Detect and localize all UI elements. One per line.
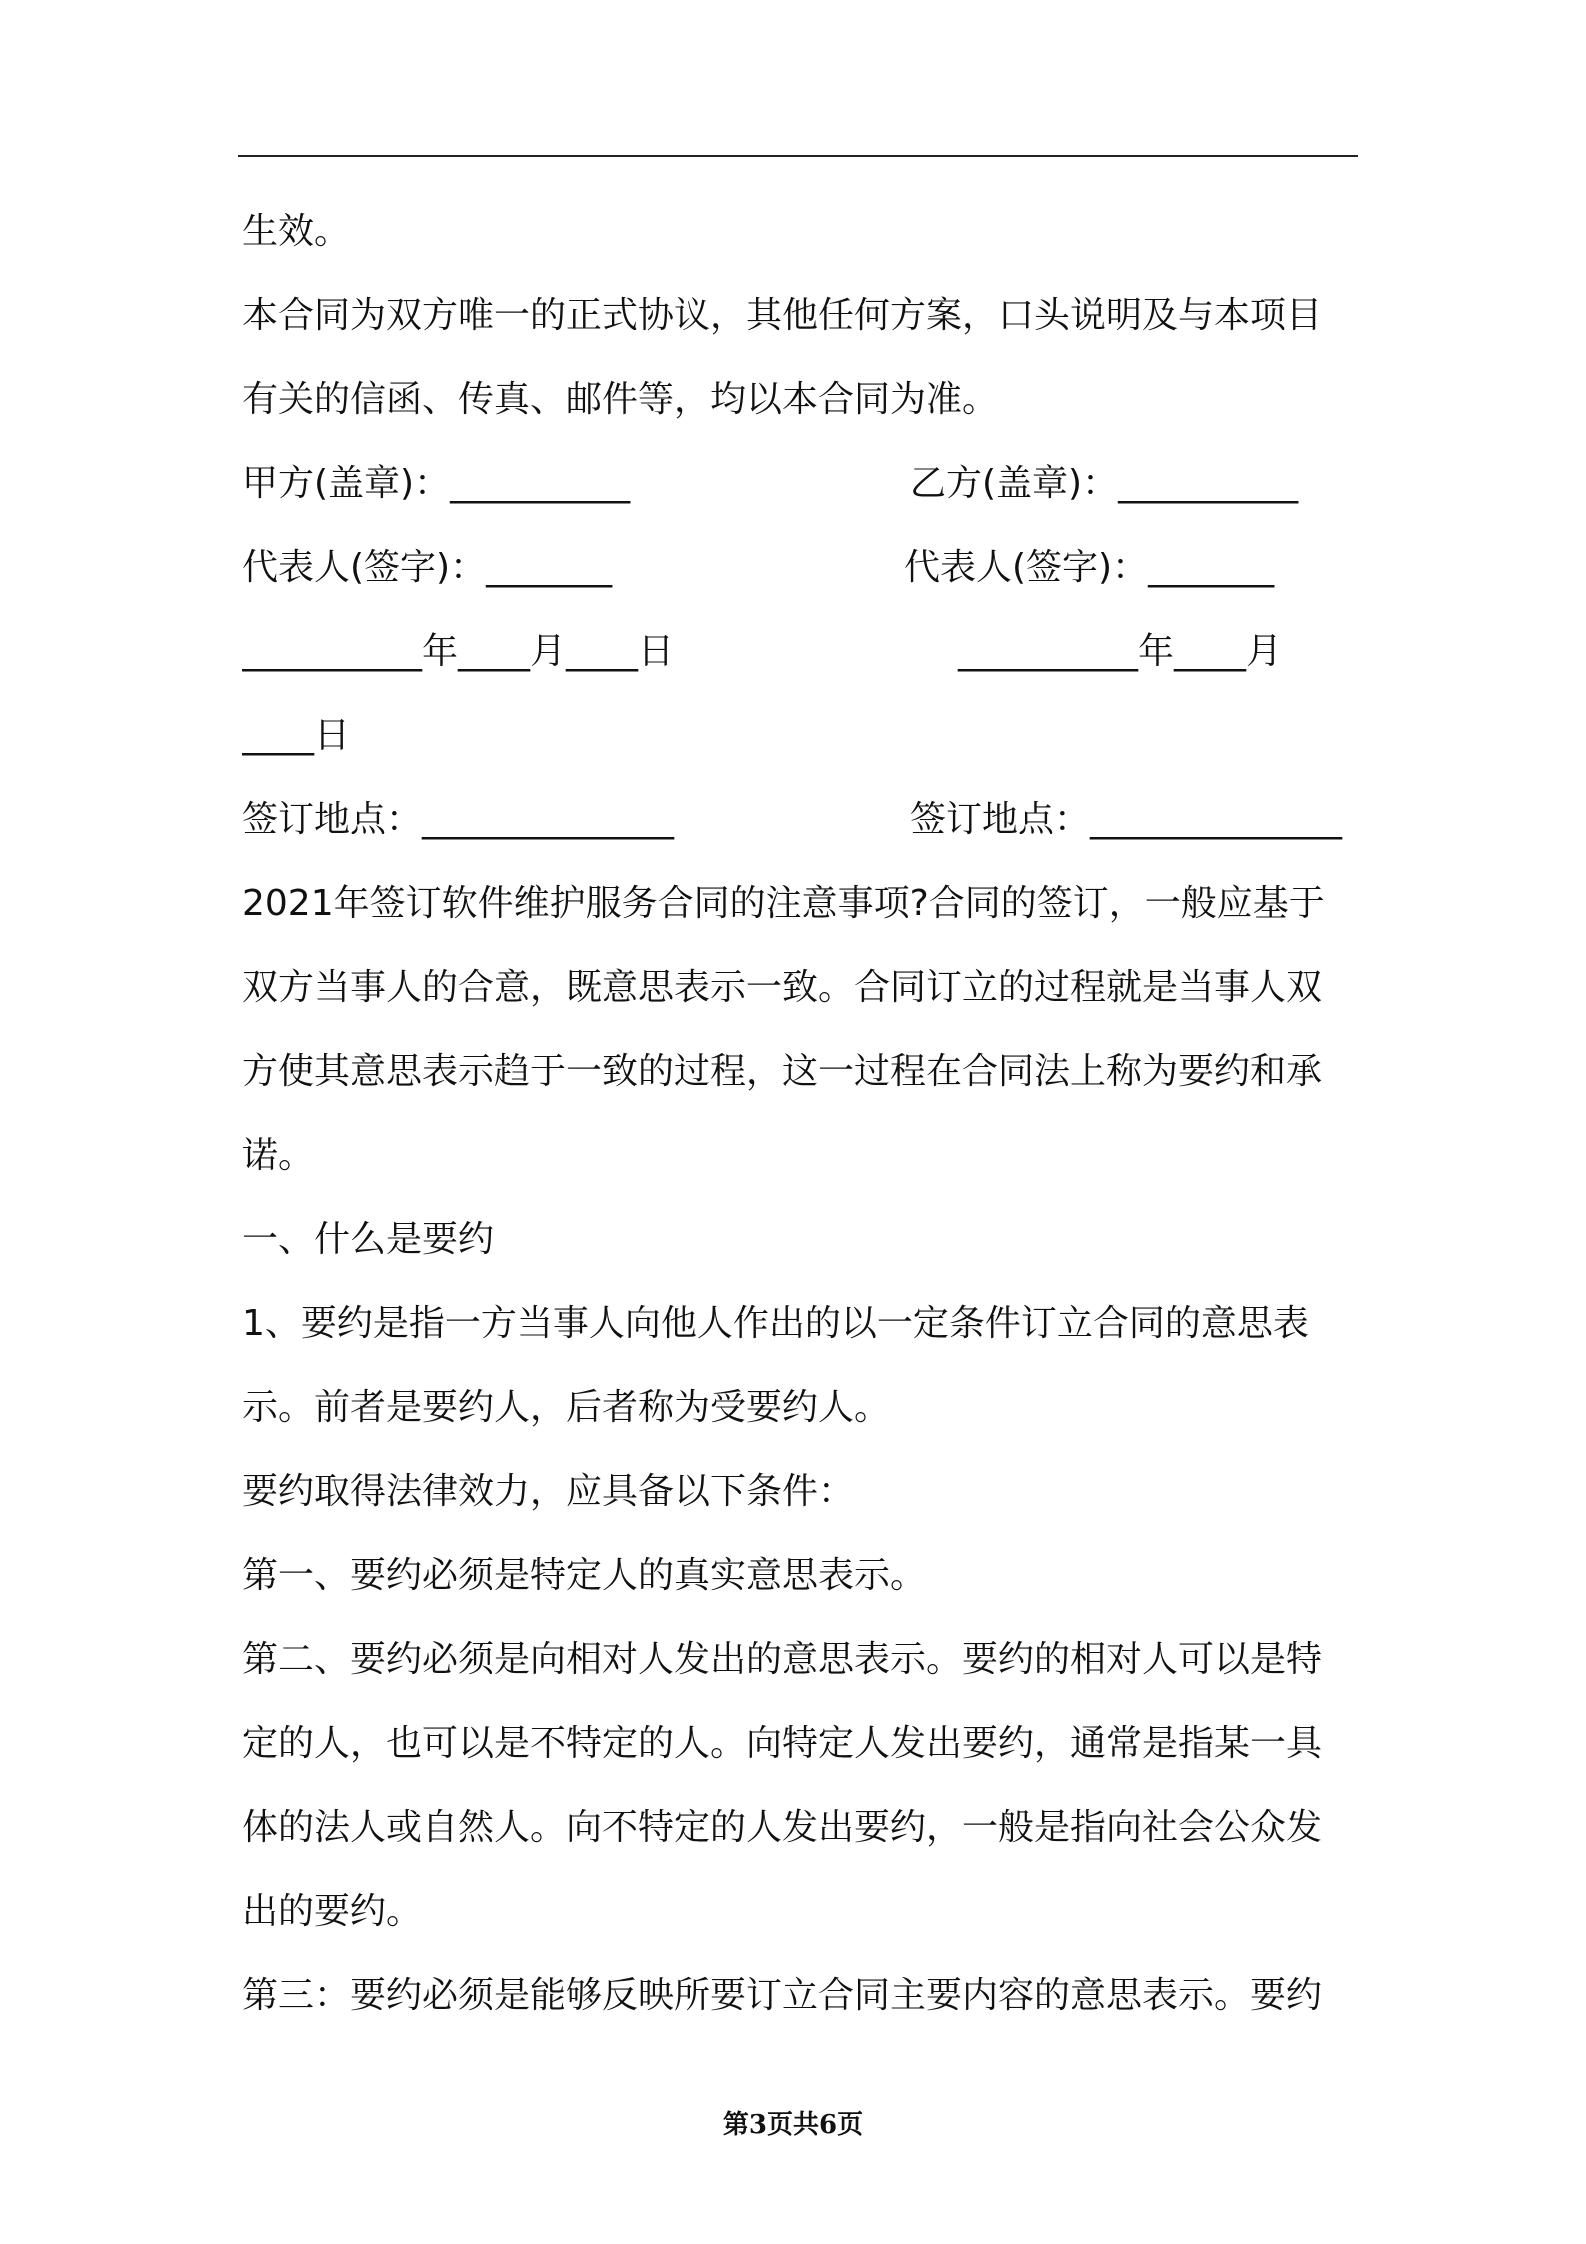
party-b-date-day: ____日 [242,715,351,756]
text-line: 第三：要约必须是能够反映所要订立合同主要内容的意思表示。要约 [242,1975,1323,2016]
text-line: 双方当事人的合意，既意思表示一致。合同订立的过程就是当事人双 [242,967,1323,1008]
section-heading: 一、什么是要约 [242,1219,495,1260]
party-b-representative: 代表人(签字)：_______ [904,547,1275,588]
text-line: 定的人，也可以是不特定的人。向特定人发出要约，通常是指某一具 [242,1723,1323,1764]
party-a-place: 签订地点：______________ [242,799,675,840]
party-a-representative: 代表人(签字)：_______ [242,547,613,588]
signature-row-place [242,778,1358,862]
text-line: 第二、要约必须是向相对人发出的意思表示。要约的相对人可以是特 [242,1639,1323,1680]
text-line: 出的要约。 [242,1891,423,1932]
text-line: 诺。 [242,1135,315,1176]
text-line: 示。前者是要约人，后者称为受要约人。 [242,1387,891,1428]
text-line: 体的法人或自然人。向不特定的人发出要约，一般是指向社会公众发 [242,1807,1323,1848]
text-line: 第一、要约必须是特定人的真实意思表示。 [242,1555,927,1596]
party-b-place: 签订地点：______________ [910,799,1343,840]
text-line: 方使其意思表示趋于一致的过程，这一过程在合同法上称为要约和承 [242,1051,1323,1092]
party-a-seal: 甲方(盖章)：__________ [242,463,631,504]
party-b-date: __________年____月 [958,631,1282,672]
text-line: 生效。 [242,211,351,252]
signature-row-seal [242,442,1358,526]
text-line: 2021年签订软件维护服务合同的注意事项?合同的签订，一般应基于 [242,883,1325,924]
text-line: 本合同为双方唯一的正式协议，其他任何方案，口头说明及与本项目 [242,295,1323,336]
signature-row-rep [242,526,1358,610]
party-a-date: __________年____月____日 [242,631,674,672]
document-body [242,190,1358,2038]
text-line: 1、要约是指一方当事人向他人作出的以一定条件订立合同的意思表 [242,1303,1309,1344]
signature-row-date [242,610,1358,694]
text-line: 要约取得法律效力，应具备以下条件： [242,1471,855,1512]
party-b-seal: 乙方(盖章)：__________ [910,463,1299,504]
header-rule [238,155,1358,157]
text-line: 有关的信函、传真、邮件等，均以本合同为准。 [242,379,999,420]
page-number: 第3页共6页 [722,2110,864,2140]
